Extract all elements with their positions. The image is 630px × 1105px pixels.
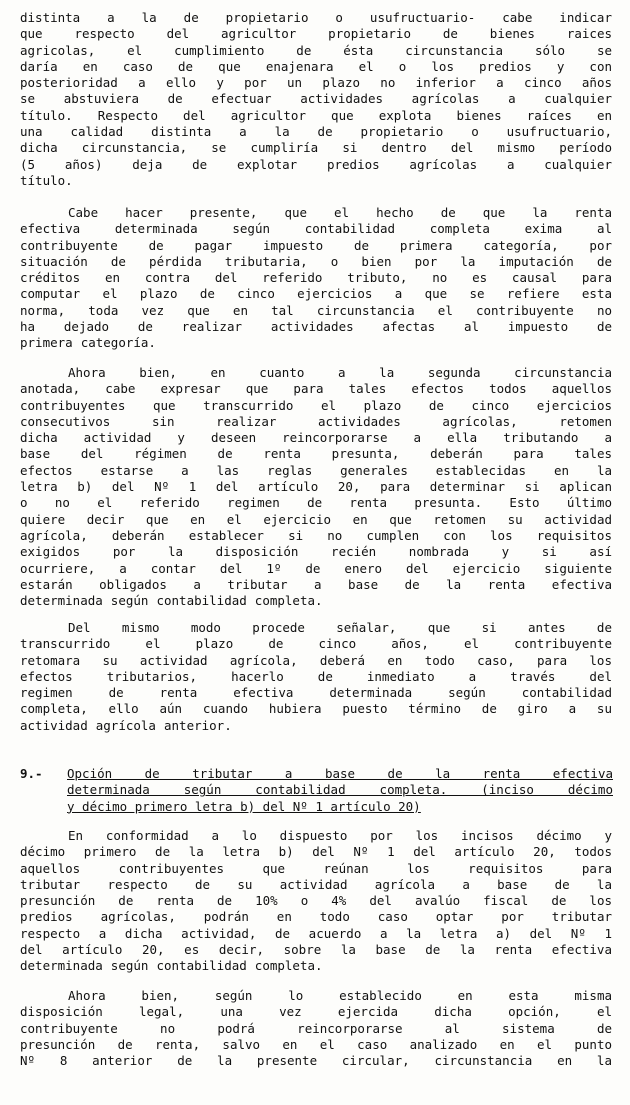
text-line: contribuyentes que transcurrido el plazo de cinco ejercicios — [20, 397, 612, 413]
text-line: décimo primero de la letra b) del Nº 1 del artículo 20, todos — [20, 844, 612, 860]
text-line: base del régimen de renta presunta, deberán para tales — [20, 446, 612, 462]
paragraph-continuation — [20, 10, 612, 189]
text-line: determinada según contabilidad completa. — [20, 593, 323, 609]
text-line: efectos estarse a las reglas generales establecidas en la — [20, 462, 612, 478]
text-line: En conformidad a lo dispuesto por los incisos décimo y — [68, 828, 612, 843]
text-line: quiere decir que en el ejercicio en que retomen su actividad — [20, 511, 612, 527]
text-line: primera categoría. — [20, 335, 156, 351]
text-line: daría en caso de que enajenara el o los predios y con — [20, 58, 612, 74]
text-line: Ahora bien, en cuanto a la segunda circunstancia — [68, 365, 612, 380]
text-line: Ahora bien, según lo establecido en esta misma — [68, 988, 612, 1003]
text-line: transcurrido el plazo de cinco años, el contribuyente — [20, 636, 612, 652]
text-line: exigidos por la disposición recién nombrada y si así — [20, 544, 612, 560]
text-line: se abstuviera de efectuar actividades agrícolas a cualquier — [20, 91, 612, 107]
text-line: que respecto del agricultor propietario de bienes raices — [20, 26, 612, 42]
text-line: ocurriere, a contar del 1º de enero del ejercicio siguiente — [20, 560, 612, 576]
paragraph — [20, 205, 612, 352]
text-line: disposición legal, una vez ejercida dicha opción, el — [20, 1004, 612, 1020]
text-line: consecutivos sin realizar actividades agrícolas, retomen — [20, 413, 612, 429]
text-line: una calidad distinta a la de propietario o usufructuario, — [20, 124, 612, 140]
text-line: o no el referido regimen de renta presunta. Esto último — [20, 495, 612, 511]
text-line: agrícola, deberán establecer si no cumplen con los requisitos — [20, 527, 612, 543]
text-line: determinada según contabilidad completa. — [20, 958, 323, 974]
text-line: Nº 8 anterior de la presente circular, circunstancia en la — [20, 1053, 612, 1069]
text-line: efectiva determinada según contabilidad completa exima al — [20, 221, 612, 237]
text-line: efectos tributarios, hacerlo de inmediato a través del — [20, 668, 612, 684]
section-number: 9.- — [20, 766, 43, 781]
paragraph — [20, 828, 612, 975]
text-line: ha dejado de realizar actividades afectas al impuesto de — [20, 319, 612, 335]
text-line: contribuyente no podrá reincorporarse al sistema de — [20, 1020, 612, 1036]
paragraph — [20, 988, 612, 1069]
heading-line: Opción de tributar a base de la renta efectiva — [67, 766, 613, 781]
text-line: estarán obligados a tributar a base de la renta efectiva — [20, 576, 612, 592]
heading-line: y décimo primero letra b) del Nº 1 artículo 20) — [67, 798, 421, 814]
text-line: dicha actividad y deseen reincorporarse a ella tributando a — [20, 430, 612, 446]
paragraph — [20, 620, 612, 734]
text-line: letra b) del Nº 1 del artículo 20, para determinar si aplican — [20, 479, 612, 495]
text-line: anotada, cabe expresar que para tales efectos todos aquellos — [20, 381, 612, 397]
text-line: distinta a la de propietario o usufructuario- cabe indicar — [20, 10, 612, 25]
text-line: retomara su actividad agrícola, deberá en todo caso, para los — [20, 652, 612, 668]
text-line: completa, ello aún cuando hubiera puesto término de giro a su — [20, 701, 612, 717]
text-line: Cabe hacer presente, que el hecho de que la renta — [68, 205, 612, 220]
text-line: del artículo 20, es decir, sobre la base de la renta efectiva — [20, 942, 612, 958]
text-line: presunción de renta de 10% o 4% del avalúo fiscal de los — [20, 893, 612, 909]
text-line: Del mismo modo procede señalar, que si antes de — [68, 620, 612, 635]
text-line: dicha circunstancia, se cumpliría si dentro del mismo período — [20, 140, 612, 156]
text-line: predios agrícolas, podrán en todo caso optar por tributar — [20, 909, 612, 925]
text-line: aquellos contribuyentes que reúnan los requisitos para — [20, 860, 612, 876]
text-line: (5 años) deja de explotar predios agrícolas a cualquier — [20, 156, 612, 172]
text-line: regimen de renta efectiva determinada según contabilidad — [20, 685, 612, 701]
text-line: presunción de renta, salvo en el caso analizado en el punto — [20, 1036, 612, 1052]
paragraph — [20, 365, 612, 609]
text-line: posterioridad a ello y por un plazo no inferior a cinco años — [20, 75, 612, 91]
text-line: título. Respecto del agricultor que explota bienes raíces en — [20, 107, 612, 123]
text-line: agricolas, el cumplimiento de ésta circunstancia sólo se — [20, 42, 612, 58]
text-line: título. — [20, 172, 73, 188]
text-line: computar el plazo de cinco ejercicios a que se refiere esta — [20, 286, 612, 302]
text-line: créditos en contra del referido tributo, no es causal para — [20, 270, 612, 286]
text-line: tributar respecto de su actividad agrícola a base de la — [20, 876, 612, 892]
text-line: norma, toda vez que en tal circunstancia el contribuyente no — [20, 302, 612, 318]
text-line: actividad agrícola anterior. — [20, 717, 232, 733]
text-line: situación de pérdida tributaria, o bien por la imputación de — [20, 253, 612, 269]
heading-line: determinada según contabilidad completa. (inciso décimo — [67, 782, 613, 798]
text-line: respecto a dicha actividad, de acuerdo a la letra a) del Nº 1 — [20, 925, 612, 941]
text-line: contribuyente de pagar impuesto de primera categoría, por — [20, 237, 612, 253]
section-heading — [67, 766, 613, 815]
